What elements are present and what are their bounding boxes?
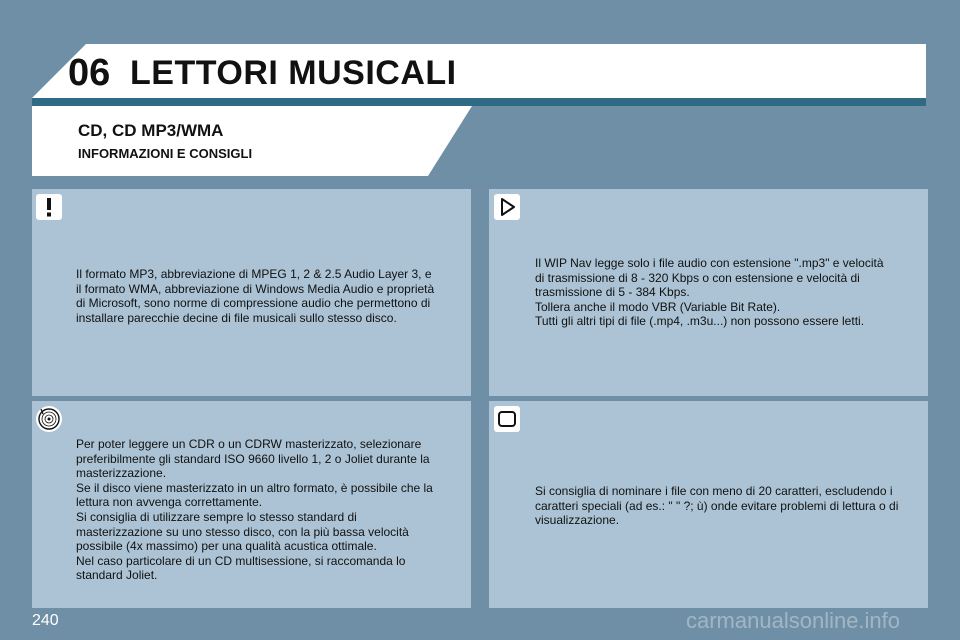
section-title: CD, CD MP3/WMA xyxy=(78,121,224,140)
chapter-number: 06 xyxy=(68,52,111,94)
panel-file-support-text: Il WIP Nav legge solo i file audio con estensione ".mp3" e velocità di trasmissione di 8 - 320 Kbps o con estensione e velocità di trasmissione di 5 - 384 Kbps. Tollera anche il modo VBR (Variable Bit Rate). Tutti gli altri tipi di file (.mp4, .m3u...) non possono essere letti. xyxy=(535,256,884,329)
disc-icon xyxy=(36,406,62,432)
panel-format-info-text: Il formato MP3, abbreviazione di MPEG 1, 2 & 2.5 Audio Layer 3, e il formato WMA, abbreviazione di Windows Media Audio e proprietà di Microsoft, sono norme di compressione audio che permettono di installare parecchie decine di file musicali sullo stesso disco. xyxy=(76,267,435,325)
rounded-rectangle-icon xyxy=(494,406,520,432)
play-triangle-icon xyxy=(494,194,520,220)
panel-file-naming-text: Si consiglia di nominare i file con meno di 20 caratteri, escludendo i caratteri speciali (ad es.: " " ?; ù) onde evitare problemi di lettura o di visualizzazione. xyxy=(535,484,899,528)
page-number: 240 xyxy=(32,612,59,629)
watermark: carmanualsonline.info xyxy=(686,608,901,633)
chapter-title: LETTORI MUSICALI xyxy=(130,54,457,92)
subheader-corner-cut xyxy=(428,106,472,176)
subheader-band xyxy=(32,106,472,176)
exclamation-icon xyxy=(36,194,62,220)
header-stripe xyxy=(32,98,926,106)
panel-burning-tips-text: Per poter leggere un CDR o un CDRW masterizzato, selezionare preferibilmente gli standard ISO 9660 livello 1, 2 o Joliet durante la masterizzazione. Se il disco viene masterizzato in un altro formato, è possibile che la lettura non avvenga correttamente. Si consiglia di utilizzare sempre lo stesso standard di masterizzazione su uno stesso disco, con la più bassa velocità possibile (4x massimo) per una qualità acustica ottimale. Nel caso particolare di un CD multisessione, si raccomanda lo standard Joliet. xyxy=(76,437,433,583)
section-subtitle: INFORMAZIONI E CONSIGLI xyxy=(78,146,253,161)
